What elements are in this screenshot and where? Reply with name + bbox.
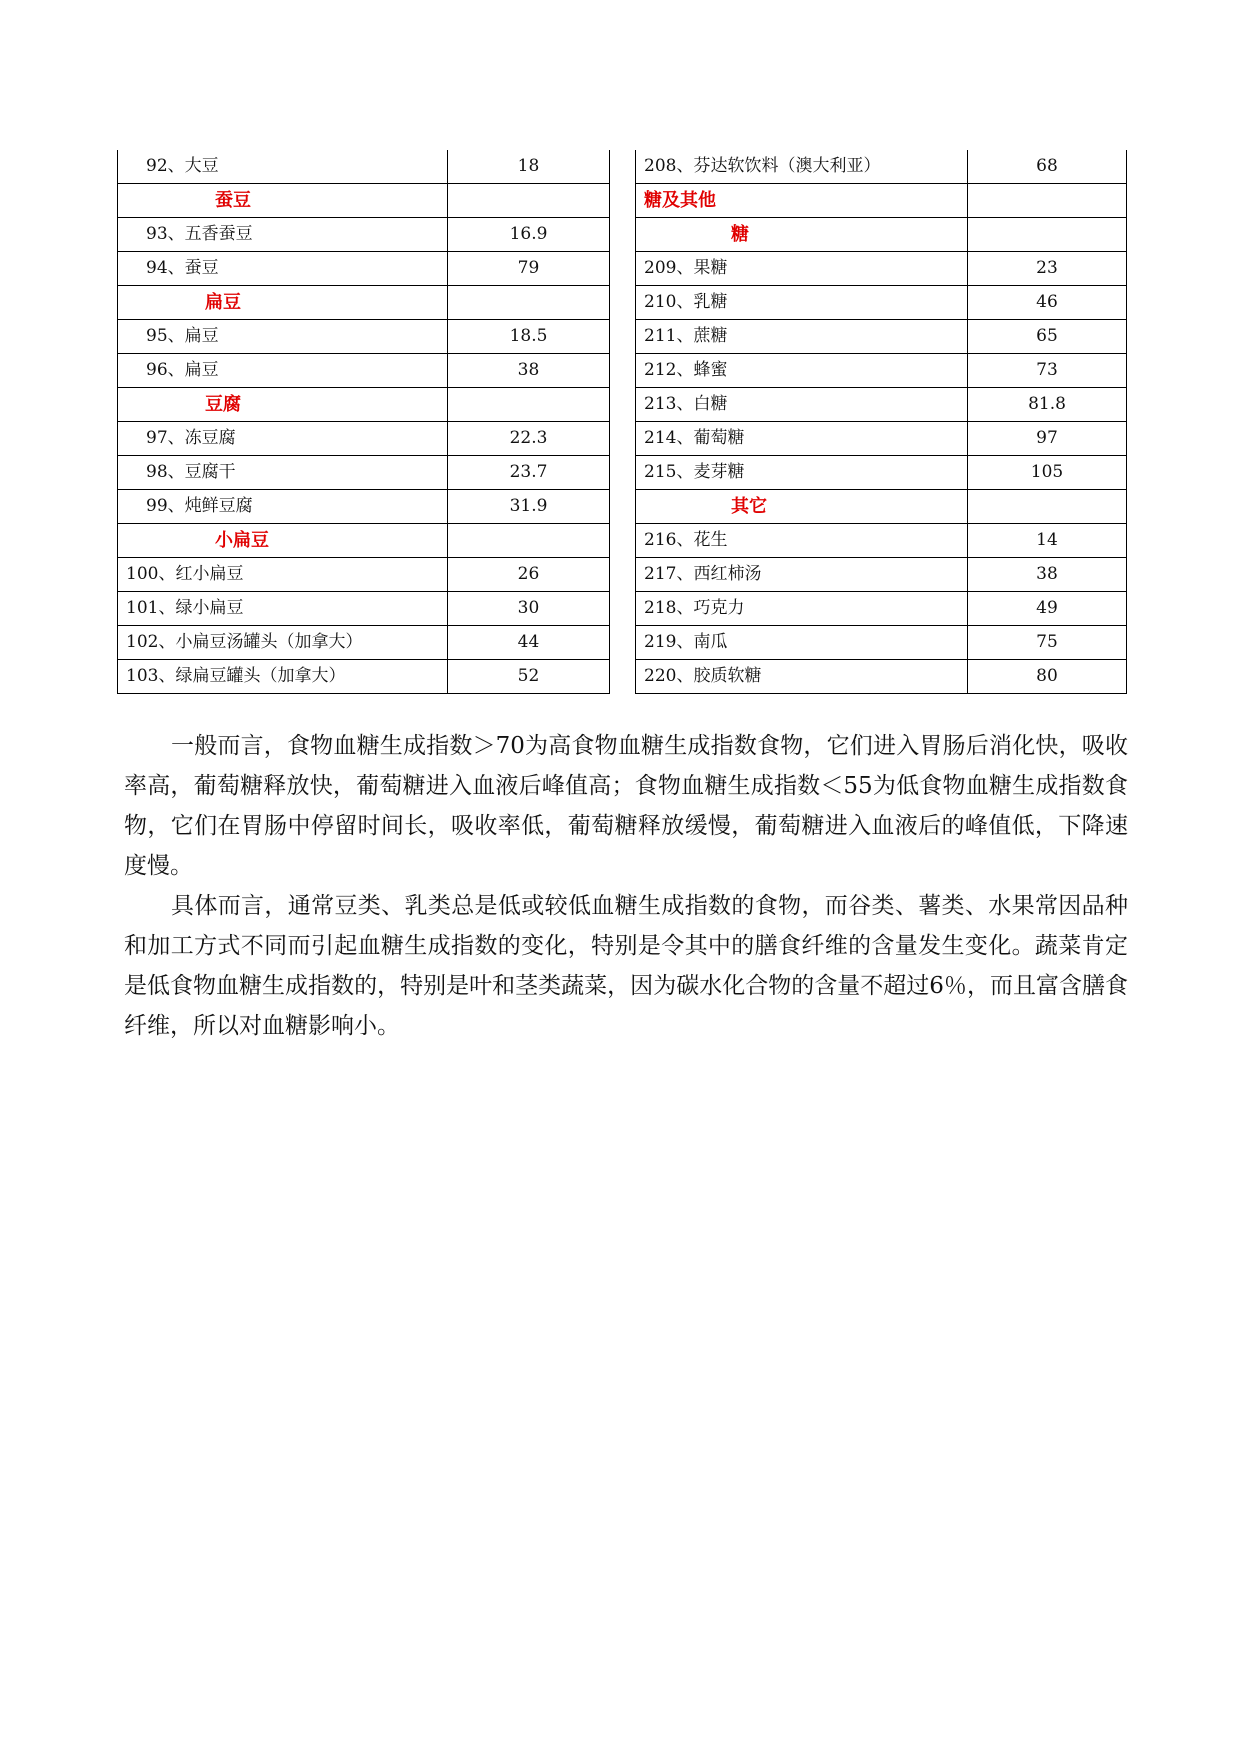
gi-value: 49 — [968, 592, 1127, 626]
table-row — [636, 320, 1127, 354]
table-row — [636, 150, 1127, 184]
table-row — [118, 490, 610, 524]
category-label: 糖及其他 — [636, 184, 968, 218]
table-row — [118, 558, 610, 592]
gi-value: 68 — [968, 150, 1127, 184]
table-row — [636, 592, 1127, 626]
food-name: 95、扁豆 — [118, 320, 448, 354]
category-row — [636, 218, 1127, 252]
table-row — [118, 422, 610, 456]
food-name: 215、麦芽糖 — [636, 456, 968, 490]
gi-value: 23.7 — [448, 456, 610, 490]
food-name: 214、葡萄糖 — [636, 422, 968, 456]
gi-value: 81.8 — [968, 388, 1127, 422]
food-name: 97、冻豆腐 — [118, 422, 448, 456]
gi-table-left — [117, 150, 610, 694]
food-name: 209、果糖 — [636, 252, 968, 286]
paragraph-1: 一般而言，食物血糖生成指数＞70为高食物血糖生成指数食物，它们进入胃肠后消化快，吸收率高，葡萄糖释放快，葡萄糖进入血液后峰值高；食物血糖生成指数＜55为低食物血糖生成指数食物，它们在胃肠中停留时间长，吸收率低，葡萄糖释放缓慢，葡萄糖进入血液后的峰值低，下降速度慢。 — [124, 733, 1128, 879]
category-row — [118, 388, 610, 422]
gi-value: 73 — [968, 354, 1127, 388]
food-name: 93、五香蚕豆 — [118, 218, 448, 252]
table-row — [636, 660, 1127, 694]
gi-value: 30 — [448, 592, 610, 626]
table-row — [118, 218, 610, 252]
category-label: 蚕豆 — [118, 184, 448, 218]
food-name: 208、芬达软饮料（澳大利亚） — [636, 150, 968, 184]
food-name: 103、绿扁豆罐头（加拿大） — [118, 660, 448, 694]
category-row — [118, 184, 610, 218]
gi-value: 16.9 — [448, 218, 610, 252]
table-row — [118, 150, 610, 184]
gi-value — [448, 388, 610, 422]
table-row — [636, 422, 1127, 456]
food-name: 101、绿小扁豆 — [118, 592, 448, 626]
food-name: 94、蚕豆 — [118, 252, 448, 286]
gi-value — [448, 184, 610, 218]
gi-table-right — [635, 150, 1127, 694]
table-row — [118, 626, 610, 660]
category-label: 豆腐 — [118, 388, 448, 422]
food-name: 92、大豆 — [118, 150, 448, 184]
gi-value: 38 — [448, 354, 610, 388]
paragraph-2: 具体而言，通常豆类、乳类总是低或较低血糖生成指数的食物，而谷类、薯类、水果常因品种和加工方式不同而引起血糖生成指数的变化，特别是令其中的膳食纤维的含量发生变化。蔬菜肯定是低食物血糖生成指数的，特别是叶和茎类蔬菜，因为碳水化合物的含量不超过6％，而且富含膳食纤维，所以对血糖影响小。 — [124, 893, 1128, 1039]
gi-value: 79 — [448, 252, 610, 286]
category-row — [636, 490, 1127, 524]
category-row — [118, 286, 610, 320]
food-name: 219、南瓜 — [636, 626, 968, 660]
food-name: 99、炖鲜豆腐 — [118, 490, 448, 524]
gi-value — [968, 218, 1127, 252]
gi-value: 18.5 — [448, 320, 610, 354]
gi-value: 52 — [448, 660, 610, 694]
gi-value: 38 — [968, 558, 1127, 592]
food-name: 217、西红柿汤 — [636, 558, 968, 592]
table-row — [636, 354, 1127, 388]
table-row — [636, 252, 1127, 286]
gi-value: 31.9 — [448, 490, 610, 524]
category-row — [636, 184, 1127, 218]
gi-table-left-body — [118, 150, 610, 694]
gi-value: 23 — [968, 252, 1127, 286]
table-row — [636, 626, 1127, 660]
table-row — [118, 660, 610, 694]
gi-value — [448, 524, 610, 558]
category-label: 糖 — [636, 218, 968, 252]
food-name: 218、巧克力 — [636, 592, 968, 626]
food-name: 211、蔗糖 — [636, 320, 968, 354]
food-name: 96、扁豆 — [118, 354, 448, 388]
gi-value: 97 — [968, 422, 1127, 456]
food-name: 210、乳糖 — [636, 286, 968, 320]
table-row — [118, 320, 610, 354]
table-row — [636, 388, 1127, 422]
food-name: 212、蜂蜜 — [636, 354, 968, 388]
food-name: 102、小扁豆汤罐头（加拿大） — [118, 626, 448, 660]
category-label: 扁豆 — [118, 286, 448, 320]
food-name: 216、花生 — [636, 524, 968, 558]
table-row — [118, 592, 610, 626]
table-row — [636, 286, 1127, 320]
body-text — [124, 726, 1128, 1046]
gi-value: 26 — [448, 558, 610, 592]
food-name: 220、胶质软糖 — [636, 660, 968, 694]
gi-value: 80 — [968, 660, 1127, 694]
food-name: 100、红小扁豆 — [118, 558, 448, 592]
gi-value: 46 — [968, 286, 1127, 320]
gi-value: 18 — [448, 150, 610, 184]
table-row — [118, 252, 610, 286]
food-name: 213、白糖 — [636, 388, 968, 422]
category-label: 小扁豆 — [118, 524, 448, 558]
table-row — [636, 456, 1127, 490]
table-row — [118, 456, 610, 490]
gi-value: 65 — [968, 320, 1127, 354]
gi-value: 44 — [448, 626, 610, 660]
gi-value — [968, 184, 1127, 218]
food-name: 98、豆腐干 — [118, 456, 448, 490]
gi-value: 14 — [968, 524, 1127, 558]
gi-value: 75 — [968, 626, 1127, 660]
category-row — [118, 524, 610, 558]
category-label: 其它 — [636, 490, 968, 524]
gi-table-right-body — [636, 150, 1127, 694]
gi-value — [448, 286, 610, 320]
gi-value: 22.3 — [448, 422, 610, 456]
table-row — [636, 558, 1127, 592]
gi-value: 105 — [968, 456, 1127, 490]
gi-value — [968, 490, 1127, 524]
table-row — [118, 354, 610, 388]
table-row — [636, 524, 1127, 558]
